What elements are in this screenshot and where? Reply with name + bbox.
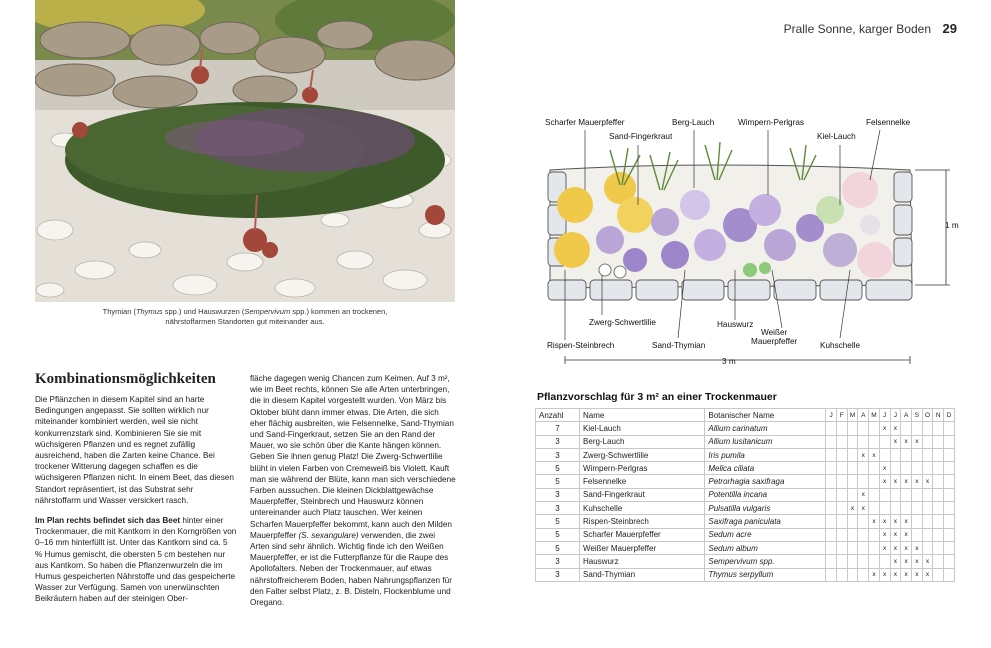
- month-cell: [847, 568, 858, 581]
- month-cell: [858, 528, 869, 541]
- num: 5: [536, 462, 580, 475]
- month-cell: [858, 555, 869, 568]
- month-cell: [836, 448, 847, 461]
- month-cell: [890, 488, 901, 501]
- month-cell: [836, 515, 847, 528]
- month-cell: [922, 515, 933, 528]
- month-cell: [826, 488, 837, 501]
- month-cell: [847, 462, 858, 475]
- month-cell: [879, 488, 890, 501]
- month-cell: [890, 448, 901, 461]
- table-row: [536, 462, 955, 475]
- name: Berg-Lauch: [580, 435, 705, 448]
- month-cell: [858, 568, 869, 581]
- table-row: [536, 515, 955, 528]
- month-cell: x: [879, 541, 890, 554]
- table-row: [536, 541, 955, 554]
- month-cell: [911, 502, 922, 515]
- month-cell: [922, 488, 933, 501]
- bot: Thymus serpyllum: [705, 568, 826, 581]
- paragraph: fläche dagegen wenig Chancen zum Keimen. Auf 3 m², wie im Beet rechts, können Sie alle Arten unterbringen, die in diesem Kapitel vorgestellt wurden. Von März bis Oktober blüht dann immer etwas. Die Arten, die sich eher flächig ausbreiten, wie Felsennelke, Sand-Thymian und Sand-Fingerkraut, setzen Sie an den Rand der Mauer, wo sie schön über die Kante hängen können. Geben Sie ihnen genug Platz! Die Zwerg-Schwertlilie blüht in vielen Farben von Cremeweiß bis Violett. Kauft man sie während der Blüte, kann man sich verschiedene Farben aussuchen. Die kleinen Dickblattgewächse Mauerpfeffer, Steinbrech und Hauswurz können untereinander auch Platz tauschen. Wer keinen Scharfen Mauerpfeffer bekommt, kann auch den Milden Mauerpfeffer (S. sexangulare) verwenden, die zwei Arten sind sehr ähnlich. Wichtig finde ich den Weißen Mauerpfeffer, er ist die Futterpflanze für die Raupe des Apollofalters. Neben der Trockenmauer, auf etwas nährstoffreicherem Boden, haben Nahrungspflanzen für den Falter selbst Platz, z. B. Disteln, Flockenblume und Oregano.: [250, 374, 456, 608]
- header-anzahl: Anzahl: [536, 409, 580, 422]
- month-cell: [933, 502, 944, 515]
- num: 5: [536, 528, 580, 541]
- month-cell: x: [869, 515, 880, 528]
- month-cell: [836, 462, 847, 475]
- month-cell: [933, 555, 944, 568]
- month-cell: [879, 555, 890, 568]
- month-cell: [826, 555, 837, 568]
- month-cell: [944, 568, 955, 581]
- month-cell: [922, 435, 933, 448]
- table-header-row: [536, 409, 955, 422]
- month-cell: x: [890, 435, 901, 448]
- month-cell: [911, 488, 922, 501]
- table-row: [536, 528, 955, 541]
- month-cell: [836, 435, 847, 448]
- bot: Allium lusitanicum: [705, 435, 826, 448]
- month-header: A: [858, 409, 869, 422]
- month-cell: [847, 422, 858, 435]
- month-cell: [944, 462, 955, 475]
- label-hauswurz: Hauswurz: [717, 320, 754, 329]
- name: Wimpern-Perlgras: [580, 462, 705, 475]
- month-cell: [944, 435, 955, 448]
- table-row: [536, 502, 955, 515]
- num: 3: [536, 435, 580, 448]
- month-header: J: [890, 409, 901, 422]
- month-cell: [847, 488, 858, 501]
- month-cell: x: [901, 515, 912, 528]
- month-cell: [933, 541, 944, 554]
- month-cell: [826, 435, 837, 448]
- month-cell: [869, 555, 880, 568]
- month-cell: [826, 462, 837, 475]
- month-cell: [944, 475, 955, 488]
- month-cell: [826, 528, 837, 541]
- num: 5: [536, 515, 580, 528]
- table-row: [536, 448, 955, 461]
- month-cell: [933, 515, 944, 528]
- month-cell: [933, 448, 944, 461]
- month-header: S: [911, 409, 922, 422]
- month-cell: [922, 502, 933, 515]
- label-scharfer-mauerpfeffer: Scharfer Mauerpfeffer: [545, 118, 625, 127]
- month-cell: [922, 462, 933, 475]
- month-cell: [933, 475, 944, 488]
- month-cell: [869, 475, 880, 488]
- month-cell: [869, 422, 880, 435]
- bot: Sedum album: [705, 541, 826, 554]
- month-cell: [933, 488, 944, 501]
- month-cell: [847, 555, 858, 568]
- label-sand-thymian: Sand-Thymian: [652, 341, 706, 350]
- month-cell: [858, 541, 869, 554]
- month-header: F: [836, 409, 847, 422]
- month-cell: [847, 528, 858, 541]
- month-cell: x: [858, 488, 869, 501]
- month-header: J: [826, 409, 837, 422]
- month-cell: [836, 502, 847, 515]
- name: Hauswurz: [580, 555, 705, 568]
- month-cell: x: [858, 502, 869, 515]
- month-cell: x: [879, 515, 890, 528]
- month-cell: [858, 422, 869, 435]
- table-row: [536, 435, 955, 448]
- bot: Saxifraga paniculata: [705, 515, 826, 528]
- bot: Sedum acre: [705, 528, 826, 541]
- month-cell: x: [869, 568, 880, 581]
- month-cell: x: [911, 475, 922, 488]
- month-cell: x: [901, 568, 912, 581]
- month-cell: [890, 462, 901, 475]
- month-cell: [933, 568, 944, 581]
- num: 3: [536, 488, 580, 501]
- month-cell: [890, 502, 901, 515]
- num: 5: [536, 475, 580, 488]
- label-kuhschelle: Kuhschelle: [820, 341, 861, 350]
- header-name: Name: [580, 409, 705, 422]
- bot: Allium carinatum: [705, 422, 826, 435]
- month-cell: [836, 528, 847, 541]
- table-title: Pflanzvorschlag für 3 m² an einer Trockenmauer: [537, 391, 777, 403]
- bot: Pulsatilla vulgaris: [705, 502, 826, 515]
- month-cell: [933, 422, 944, 435]
- month-cell: x: [911, 555, 922, 568]
- month-cell: [901, 462, 912, 475]
- month-cell: [944, 528, 955, 541]
- month-cell: x: [879, 422, 890, 435]
- month-cell: [826, 515, 837, 528]
- label-weisser-mauerpfeffer: Weißer Mauerpfeffer: [751, 328, 798, 346]
- month-cell: [826, 568, 837, 581]
- month-cell: [933, 435, 944, 448]
- month-cell: x: [922, 568, 933, 581]
- month-cell: [869, 528, 880, 541]
- name: Sand-Fingerkraut: [580, 488, 705, 501]
- month-cell: [858, 475, 869, 488]
- month-cell: [911, 515, 922, 528]
- name: Scharfer Mauerpfeffer: [580, 528, 705, 541]
- bot: Petrorhagia saxifraga: [705, 475, 826, 488]
- month-cell: [826, 475, 837, 488]
- month-cell: [826, 422, 837, 435]
- garden-photo: [35, 0, 455, 302]
- month-cell: [944, 502, 955, 515]
- name: Felsennelke: [580, 475, 705, 488]
- month-cell: [922, 422, 933, 435]
- month-cell: [944, 448, 955, 461]
- month-cell: x: [879, 528, 890, 541]
- month-cell: x: [869, 448, 880, 461]
- month-header: O: [922, 409, 933, 422]
- label-wimpern-perlgras: Wimpern-Perlgras: [738, 118, 804, 127]
- month-cell: x: [901, 435, 912, 448]
- table-row: [536, 488, 955, 501]
- month-cell: x: [890, 541, 901, 554]
- month-cell: [847, 475, 858, 488]
- month-cell: [922, 448, 933, 461]
- month-cell: x: [890, 528, 901, 541]
- table-row: [536, 422, 955, 435]
- month-cell: [869, 435, 880, 448]
- month-cell: [944, 488, 955, 501]
- table-row: [536, 475, 955, 488]
- month-cell: [944, 422, 955, 435]
- month-cell: [933, 528, 944, 541]
- label-sand-fingerkraut: Sand-Fingerkraut: [609, 132, 673, 141]
- month-header: J: [879, 409, 890, 422]
- name: Kiel-Lauch: [580, 422, 705, 435]
- month-cell: [836, 422, 847, 435]
- name: Weißer Mauerpfeffer: [580, 541, 705, 554]
- month-cell: [933, 462, 944, 475]
- month-cell: x: [911, 568, 922, 581]
- month-cell: [836, 568, 847, 581]
- month-cell: [847, 448, 858, 461]
- section-heading: Kombinationsmöglichkeiten: [35, 371, 216, 387]
- month-cell: [901, 448, 912, 461]
- text-column-2: [250, 373, 456, 617]
- paragraph: Im Plan rechts befindet sich das Beet hinter einer Trockenmauer, die mit Kantkorn in den Korngrößen von 0–16 mm hinterfüllt ist. Unter das Kantkorn sind ca. 5 % Humus gemischt, die obersten 5 cm bestehen nur aus Kantkorn. So haben die Pflanzenwurzeln die im Humus gespeicherten Nährstoffe und das gespeicherte Wasser zur Verfügung. Samen von unerwünschten Beikräutern haben auf der steinigen Ober-: [35, 516, 237, 604]
- label-felsennelke: Felsennelke: [866, 118, 911, 127]
- bot: Melica ciliata: [705, 462, 826, 475]
- month-cell: [858, 462, 869, 475]
- dimension-width: 3 m: [722, 357, 736, 366]
- month-cell: [901, 422, 912, 435]
- month-cell: [847, 435, 858, 448]
- month-cell: [944, 541, 955, 554]
- month-cell: x: [890, 568, 901, 581]
- month-cell: x: [922, 475, 933, 488]
- month-cell: x: [901, 528, 912, 541]
- month-cell: [922, 541, 933, 554]
- month-cell: [858, 435, 869, 448]
- label-zwerg-schwertlilie: Zwerg-Schwertlilie: [589, 318, 656, 327]
- page-number: 29: [942, 21, 957, 36]
- month-cell: [869, 488, 880, 501]
- month-cell: x: [890, 515, 901, 528]
- month-cell: [922, 528, 933, 541]
- name: Sand-Thymian: [580, 568, 705, 581]
- month-cell: x: [847, 502, 858, 515]
- month-cell: x: [911, 435, 922, 448]
- month-cell: x: [911, 541, 922, 554]
- month-cell: [911, 422, 922, 435]
- month-cell: [901, 502, 912, 515]
- month-cell: x: [901, 555, 912, 568]
- month-cell: x: [901, 475, 912, 488]
- month-cell: [836, 555, 847, 568]
- running-title: Pralle Sonne, karger Boden: [783, 22, 931, 36]
- num: 3: [536, 502, 580, 515]
- month-cell: x: [879, 568, 890, 581]
- month-header: N: [933, 409, 944, 422]
- planting-table: [535, 408, 955, 582]
- month-cell: x: [901, 541, 912, 554]
- name: Zwerg-Schwertlilie: [580, 448, 705, 461]
- bot: Sempervivum spp.: [705, 555, 826, 568]
- month-cell: x: [890, 422, 901, 435]
- month-cell: [869, 462, 880, 475]
- label-rispen-steinbrech: Rispen-Steinbrech: [547, 341, 615, 350]
- paragraph: Die Pflänzchen in diesem Kapitel sind an harte Bedingungen angepasst. Sie sollten wirklich nur miteinander kombiniert werden, weil sie nicht konkurrenzstark sind. Kombinieren Sie sie mit wüchsigeren Pflanzen und es regnet zufällig ausreichend, haben die Zarten keine Chance. Bei trockener Witterung dagegen schaffen es die wüchsigeren Pflanzen nicht. In einem Beet, das diesen Standort repräsentiert, ist das Substrat sehr nährstoffarm und Wasser versickert rasch.: [35, 395, 234, 505]
- month-cell: [826, 502, 837, 515]
- month-cell: x: [879, 475, 890, 488]
- month-cell: [858, 515, 869, 528]
- text-column-1: [35, 394, 237, 614]
- header-bot: Botanischer Name: [705, 409, 826, 422]
- name: Kuhschelle: [580, 502, 705, 515]
- month-cell: [944, 515, 955, 528]
- bot: Iris pumila: [705, 448, 826, 461]
- month-cell: [836, 541, 847, 554]
- month-header: D: [944, 409, 955, 422]
- num: 3: [536, 555, 580, 568]
- month-cell: x: [922, 555, 933, 568]
- month-cell: x: [858, 448, 869, 461]
- month-cell: [879, 435, 890, 448]
- month-cell: [869, 541, 880, 554]
- month-cell: [911, 528, 922, 541]
- table-row: [536, 555, 955, 568]
- table-row: [536, 568, 955, 581]
- month-header: A: [901, 409, 912, 422]
- month-cell: [826, 541, 837, 554]
- month-cell: x: [890, 475, 901, 488]
- month-cell: [847, 515, 858, 528]
- name: Rispen-Steinbrech: [580, 515, 705, 528]
- bot: Potentilla incana: [705, 488, 826, 501]
- month-cell: [836, 475, 847, 488]
- month-cell: [869, 502, 880, 515]
- num: 3: [536, 568, 580, 581]
- month-cell: [901, 488, 912, 501]
- month-cell: [911, 448, 922, 461]
- month-cell: [847, 541, 858, 554]
- num: 7: [536, 422, 580, 435]
- dimension-height: 1 m: [945, 221, 959, 230]
- month-header: M: [869, 409, 880, 422]
- month-cell: [879, 502, 890, 515]
- month-cell: [911, 462, 922, 475]
- month-cell: x: [879, 462, 890, 475]
- num: 3: [536, 448, 580, 461]
- num: 5: [536, 541, 580, 554]
- photo-caption: Thymian (Thymus spp.) und Hauswurzen (Sempervivum spp.) kommen an trockenen, nährstoffarmen Standorten gut miteinander aus.: [102, 307, 388, 326]
- month-header: M: [847, 409, 858, 422]
- month-cell: x: [890, 555, 901, 568]
- label-kiel-lauch: Kiel-Lauch: [817, 132, 856, 141]
- table-body: [536, 422, 955, 582]
- month-cell: [826, 448, 837, 461]
- planting-plan-diagram: [510, 110, 970, 380]
- label-berg-lauch: Berg-Lauch: [672, 118, 715, 127]
- month-cell: [836, 488, 847, 501]
- month-cell: [879, 448, 890, 461]
- month-cell: [944, 555, 955, 568]
